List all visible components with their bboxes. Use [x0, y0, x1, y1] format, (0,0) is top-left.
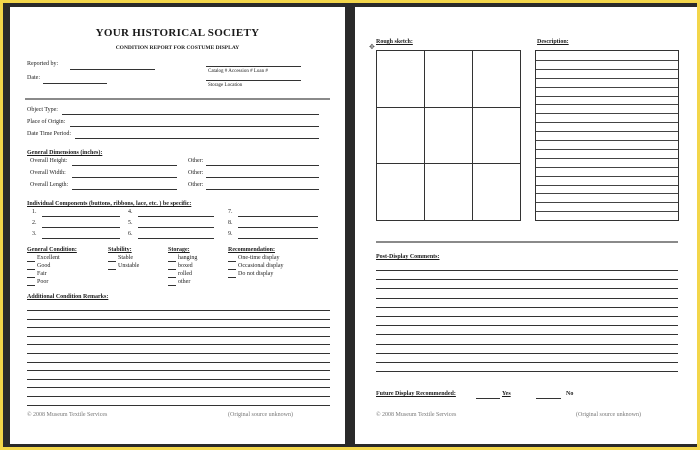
checkbox-line[interactable]	[27, 261, 35, 262]
description-line	[536, 202, 678, 203]
place-of-origin-field[interactable]	[70, 126, 319, 127]
writing-line[interactable]	[27, 310, 330, 311]
condition-option: Poor	[37, 279, 49, 285]
footer-source: (Original source unknown)	[576, 412, 641, 418]
writing-line[interactable]	[376, 279, 678, 280]
description-line	[536, 167, 678, 168]
condition-option: Excellent	[37, 255, 60, 261]
recommendation-option: Do not display	[238, 271, 274, 277]
storage-option: rolled	[178, 271, 192, 277]
checkbox-line[interactable]	[108, 261, 116, 262]
checkbox-line[interactable]	[228, 269, 236, 270]
general-condition-heading: General Condition:	[27, 247, 77, 253]
other-label: Other:	[188, 170, 204, 176]
post-display-heading: Post-Display Comments:	[376, 254, 440, 260]
description-line	[536, 122, 678, 123]
component-number: 7.	[228, 209, 233, 215]
writing-line[interactable]	[376, 353, 678, 354]
component-number: 5.	[128, 220, 133, 226]
checkbox-line[interactable]	[228, 277, 236, 278]
storage-field[interactable]	[206, 80, 301, 81]
description-line	[536, 131, 678, 132]
component-field[interactable]	[138, 238, 214, 239]
page-subtitle: CONDITION REPORT FOR COSTUME DISPLAY	[115, 45, 240, 51]
component-field[interactable]	[138, 216, 214, 217]
section-divider	[376, 241, 678, 243]
other-label: Other:	[188, 158, 204, 164]
sketch-heading: Rough sketch:	[376, 39, 413, 45]
component-field[interactable]	[238, 238, 318, 239]
footer-copyright: © 2008 Museum Textile Services	[27, 412, 108, 418]
reported-by-field[interactable]	[70, 69, 155, 70]
condition-option: Good	[37, 263, 51, 269]
writing-line[interactable]	[27, 379, 330, 380]
object-type-field[interactable]	[62, 114, 319, 115]
date-time-period-label: Date Time Period:	[27, 131, 72, 137]
writing-line[interactable]	[27, 387, 330, 388]
writing-line[interactable]	[376, 298, 678, 299]
date-time-period-field[interactable]	[75, 138, 319, 139]
writing-line[interactable]	[27, 344, 330, 345]
component-number: 3.	[32, 231, 37, 237]
checkbox-line[interactable]	[168, 269, 176, 270]
component-field[interactable]	[42, 238, 120, 239]
other-field[interactable]	[206, 165, 319, 166]
component-field[interactable]	[42, 227, 120, 228]
checkbox-line[interactable]	[27, 285, 35, 286]
other-field[interactable]	[206, 189, 319, 190]
form-page-left	[10, 7, 345, 444]
writing-line[interactable]	[27, 370, 330, 371]
reported-by-label: Reported by:	[27, 61, 59, 67]
description-line	[536, 104, 678, 105]
description-line	[536, 87, 678, 88]
writing-line[interactable]	[376, 344, 678, 345]
form-page-right	[355, 7, 697, 444]
description-line	[536, 78, 678, 79]
storage-option: hanging	[178, 255, 198, 261]
description-line	[536, 140, 678, 141]
description-line	[536, 158, 678, 159]
overall-height-label: Overall Height:	[30, 158, 68, 164]
component-field[interactable]	[42, 216, 120, 217]
description-line	[536, 149, 678, 150]
writing-line[interactable]	[376, 325, 678, 326]
stability-option: Unstable	[118, 263, 140, 269]
checkbox-line[interactable]	[27, 269, 35, 270]
component-number: 4.	[128, 209, 133, 215]
footer-source: (Original source unknown)	[228, 412, 293, 418]
window-frame	[3, 3, 697, 447]
stability-heading: Stability:	[108, 247, 132, 253]
other-field[interactable]	[206, 177, 319, 178]
checkbox-line[interactable]	[168, 285, 176, 286]
description-line	[536, 185, 678, 186]
checkbox-line[interactable]	[108, 269, 116, 270]
description-line	[536, 96, 678, 97]
dimensions-heading: General Dimensions (inches):	[27, 150, 103, 156]
checkbox-line[interactable]	[168, 277, 176, 278]
writing-line[interactable]	[376, 307, 678, 308]
writing-line[interactable]	[27, 362, 330, 363]
description-heading: Description:	[537, 39, 569, 45]
overall-height-field[interactable]	[72, 165, 177, 166]
condition-option: Fair	[37, 271, 47, 277]
writing-line[interactable]	[27, 327, 330, 328]
checkbox-line[interactable]	[27, 277, 35, 278]
other-label: Other:	[188, 182, 204, 188]
stability-option: Stable	[118, 255, 133, 261]
catalog-field[interactable]	[206, 66, 301, 67]
writing-line[interactable]	[27, 405, 330, 406]
writing-line[interactable]	[376, 270, 678, 271]
yes-field[interactable]	[476, 398, 500, 399]
page-title: YOUR HISTORICAL SOCIETY	[95, 27, 260, 39]
component-number: 1.	[32, 209, 37, 215]
writing-line[interactable]	[27, 336, 330, 337]
overall-length-label: Overall Length:	[30, 182, 69, 188]
component-field[interactable]	[238, 227, 318, 228]
checkbox-line[interactable]	[228, 261, 236, 262]
description-line	[536, 60, 678, 61]
component-number: 6.	[128, 231, 133, 237]
date-label: Date:	[27, 75, 40, 81]
description-line	[536, 193, 678, 194]
writing-line[interactable]	[376, 316, 678, 317]
no-field[interactable]	[536, 398, 561, 399]
place-of-origin-label: Place of Origin:	[27, 119, 66, 125]
description-line	[536, 211, 678, 212]
future-display-label: Future Display Recommended:	[376, 391, 456, 397]
writing-line[interactable]	[376, 371, 678, 372]
component-number: 9.	[228, 231, 233, 237]
component-number: 8.	[228, 220, 233, 226]
storage-option: boxed	[178, 263, 193, 269]
component-field[interactable]	[138, 227, 214, 228]
description-line	[536, 69, 678, 70]
overall-length-field[interactable]	[72, 189, 177, 190]
date-field[interactable]	[43, 83, 107, 84]
storage-heading: Storage:	[168, 247, 190, 253]
storage-option: other	[178, 279, 191, 285]
description-line	[536, 113, 678, 114]
overall-width-field[interactable]	[72, 177, 177, 178]
writing-line[interactable]	[27, 353, 330, 354]
object-type-label: Object Type:	[27, 107, 58, 113]
writing-line[interactable]	[376, 362, 678, 363]
components-heading: Individual Components (buttons, ribbons, lace, etc. ) be specific:	[27, 201, 192, 207]
storage-location-label: Storage Location	[208, 83, 243, 88]
writing-line[interactable]	[376, 334, 678, 335]
no-label: No	[566, 391, 574, 397]
catalog-label: Catalog # Accession # Loan #	[208, 69, 268, 74]
overall-width-label: Overall Width:	[30, 170, 66, 176]
recommendation-option: One-time display	[238, 255, 280, 261]
checkbox-line[interactable]	[168, 261, 176, 262]
recommendation-option: Occasional display	[238, 263, 284, 269]
remarks-heading: Additional Condition Remarks:	[27, 294, 109, 300]
component-number: 2.	[32, 220, 37, 226]
section-divider	[25, 98, 330, 100]
description-line	[536, 176, 678, 177]
writing-line[interactable]	[376, 288, 678, 289]
component-field[interactable]	[238, 216, 318, 217]
footer-copyright: © 2008 Museum Textile Services	[376, 412, 457, 418]
sketch-grid[interactable]	[376, 50, 521, 221]
writing-line[interactable]	[27, 319, 330, 320]
move-handle-icon[interactable]: ✥	[369, 43, 375, 51]
description-box[interactable]	[535, 50, 679, 221]
yes-label: Yes	[502, 391, 511, 397]
writing-line[interactable]	[27, 396, 330, 397]
recommendation-heading: Recommendation:	[228, 247, 275, 253]
